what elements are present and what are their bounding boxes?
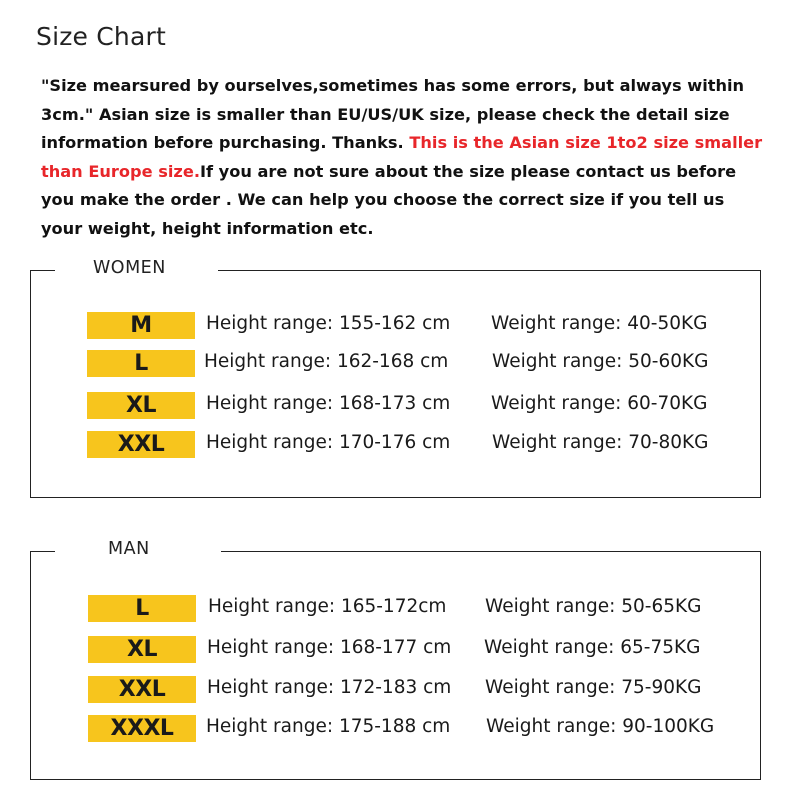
height-range: Height range: 170-176 cm — [206, 432, 451, 453]
size-badge: XXL — [88, 676, 196, 703]
size-badge: XL — [88, 636, 196, 663]
height-range: Height range: 155-162 cm — [206, 313, 451, 334]
weight-range: Weight range: 75-90KG — [485, 677, 702, 698]
size-row — [31, 350, 760, 380]
weight-range: Weight range: 50-65KG — [485, 596, 702, 617]
size-row — [31, 312, 760, 342]
weight-range: Weight range: 65-75KG — [484, 637, 701, 658]
size-row — [31, 636, 760, 666]
man-size-section — [30, 539, 761, 780]
size-row — [31, 676, 760, 706]
size-badge: XXL — [87, 431, 195, 458]
intro-paragraph — [41, 72, 771, 243]
section-border-left — [31, 551, 55, 552]
intro-text-1: "Size mearsured by ourselves,sometimes has some errors, but always within 3cm." Asian size is smaller than EU/US/UK size, please check the detail size information before purchasing. Thanks. — [41, 76, 745, 152]
size-badge: L — [87, 350, 195, 377]
weight-range: Weight range: 90-100KG — [486, 716, 715, 737]
height-range: Height range: 168-173 cm — [206, 393, 451, 414]
height-range: Height range: 175-188 cm — [206, 716, 451, 737]
weight-range: Weight range: 40-50KG — [491, 313, 708, 334]
size-badge: L — [88, 595, 196, 622]
size-badge: M — [87, 312, 195, 339]
man-section-label: MAN — [108, 539, 150, 559]
height-range: Height range: 168-177 cm — [207, 637, 452, 658]
height-range: Height range: 172-183 cm — [207, 677, 452, 698]
section-border-right — [218, 270, 760, 271]
section-border-right — [221, 551, 760, 552]
section-border-left — [31, 270, 55, 271]
weight-range: Weight range: 50-60KG — [492, 351, 709, 372]
height-range: Height range: 162-168 cm — [204, 351, 449, 372]
size-row — [31, 431, 760, 461]
size-row — [31, 595, 760, 625]
height-range: Height range: 165-172cm — [208, 596, 447, 617]
size-badge: XL — [87, 392, 195, 419]
intro-text-2: If you are not sure about the size please contact us before you make the order . We can help you choose the correct size if you tell us your weight, height information etc. — [41, 161, 737, 238]
women-section-label: WOMEN — [93, 258, 166, 278]
size-badge: XXXL — [88, 715, 196, 742]
size-row — [31, 392, 760, 422]
page-title: Size Chart — [36, 22, 166, 51]
intro-highlight: This is the Asian size 1to2 size smaller than Europe size. — [41, 133, 763, 181]
weight-range: Weight range: 60-70KG — [491, 393, 708, 414]
size-row — [31, 715, 760, 745]
women-size-section — [30, 258, 761, 498]
weight-range: Weight range: 70-80KG — [492, 432, 709, 453]
